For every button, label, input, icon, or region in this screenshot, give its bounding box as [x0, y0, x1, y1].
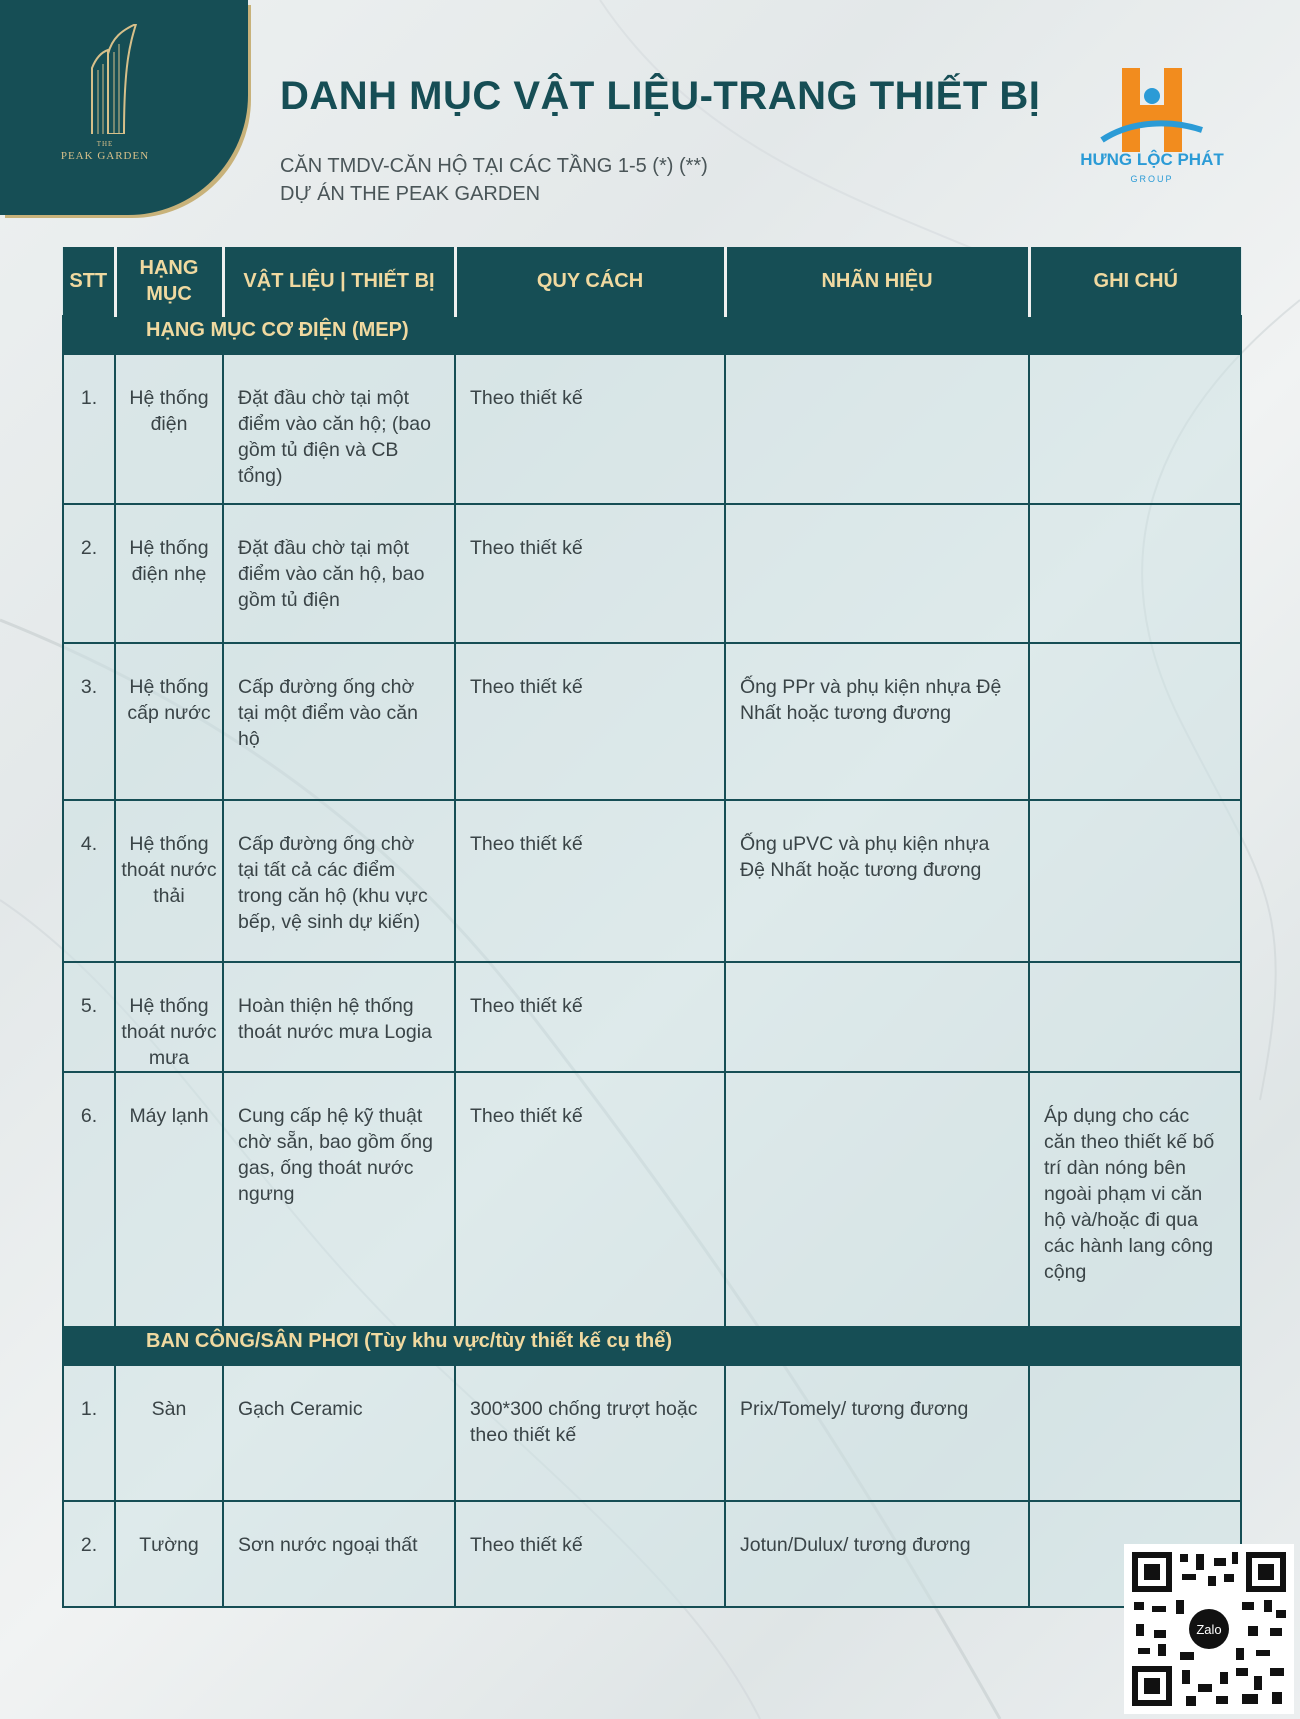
section-title: HẠNG MỤC CƠ ĐIỆN (MEP) [63, 316, 1241, 354]
cell-stt: 2. [63, 504, 115, 643]
cell-material: Hoàn thiện hệ thống thoát nước mưa Logia [223, 962, 455, 1072]
cell-note [1029, 643, 1241, 800]
brand-logo-small: THE [96, 140, 114, 148]
table-row [63, 800, 1241, 962]
cell-note [1029, 354, 1241, 504]
subtitle-line-1: CĂN TMDV-CĂN HỘ TẠI CÁC TẦNG 1-5 (*) (**) [280, 155, 708, 177]
cell-note: Áp dụng cho các căn theo thiết kế bố trí dàn nóng bên ngoài phạm vi căn hộ và/hoặc đi qua các hành lang công cộng [1029, 1072, 1241, 1327]
brand-logo-name: PEAK GARDEN [60, 150, 150, 162]
cell-category: Tường [115, 1501, 223, 1607]
brand-corner [0, 0, 248, 215]
cell-stt: 6. [63, 1072, 115, 1327]
column-header: GHI CHÚ [1029, 247, 1241, 316]
cell-material: Sơn nước ngoại thất [223, 1501, 455, 1607]
cell-stt: 1. [63, 354, 115, 504]
company-name: HƯNG LỘC PHÁT [1080, 150, 1224, 169]
column-header: STT [63, 247, 115, 316]
table-row [63, 1072, 1241, 1327]
cell-spec: Theo thiết kế [455, 800, 725, 962]
cell-note [1029, 962, 1241, 1072]
cell-category: Hệ thống điện [115, 354, 223, 504]
cell-spec: Theo thiết kế [455, 962, 725, 1072]
cell-note [1029, 800, 1241, 962]
column-header: HẠNG MỤC [115, 247, 223, 316]
materials-table [62, 247, 1242, 1608]
cell-brand: Ống PPr và phụ kiện nhựa Đệ Nhất hoặc tương đương [725, 643, 1029, 800]
cell-brand [725, 962, 1029, 1072]
cell-material: Đặt đầu chờ tại một điểm vào căn hộ; (bao gồm tủ điện và CB tổng) [223, 354, 455, 504]
column-header: NHÃN HIỆU [725, 247, 1029, 316]
cell-material: Cấp đường ống chờ tại một điểm vào căn hộ [223, 643, 455, 800]
table-row [63, 354, 1241, 504]
cell-brand [725, 354, 1029, 504]
cell-brand: Jotun/Dulux/ tương đương [725, 1501, 1029, 1607]
cell-brand: Prix/Tomely/ tương đương [725, 1365, 1029, 1501]
cell-spec: Theo thiết kế [455, 643, 725, 800]
table-row [63, 643, 1241, 800]
cell-material: Cung cấp hệ kỹ thuật chờ sẵn, bao gồm ống gas, ống thoát nước ngưng [223, 1072, 455, 1327]
section-title: BAN CÔNG/SÂN PHƠI (Tùy khu vực/tùy thiết kế cụ thể) [63, 1327, 1241, 1365]
cell-brand [725, 1072, 1029, 1327]
cell-stt: 3. [63, 643, 115, 800]
column-header: QUY CÁCH [455, 247, 725, 316]
page-title: DANH MỤC VẬT LIỆU-TRANG THIẾT BỊ [280, 74, 1041, 118]
cell-spec: Theo thiết kế [455, 1072, 725, 1327]
subtitle-line-2: DỰ ÁN THE PEAK GARDEN [280, 183, 541, 205]
cell-category: Hệ thống thoát nước thải [115, 800, 223, 962]
cell-stt: 1. [63, 1365, 115, 1501]
cell-stt: 2. [63, 1501, 115, 1607]
cell-note [1029, 1365, 1241, 1501]
hung-loc-phat-logo-icon [1062, 60, 1242, 190]
cell-material: Gạch Ceramic [223, 1365, 455, 1501]
table-row [63, 504, 1241, 643]
table-header-row [63, 247, 1241, 316]
cell-category: Hệ thống thoát nước mưa [115, 962, 223, 1072]
peak-garden-logo-icon [78, 24, 138, 134]
company-group: GROUP [1130, 174, 1174, 184]
brand-name [0, 138, 210, 162]
cell-stt: 5. [63, 962, 115, 1072]
table-row [63, 962, 1241, 1072]
cell-brand: Ống uPVC và phụ kiện nhựa Đệ Nhất hoặc tương đương [725, 800, 1029, 962]
section-row [63, 316, 1241, 354]
page-subtitle [280, 152, 708, 208]
cell-category: Máy lạnh [115, 1072, 223, 1327]
cell-spec: 300*300 chống trượt hoặc theo thiết kế [455, 1365, 725, 1501]
cell-spec: Theo thiết kế [455, 354, 725, 504]
zalo-label: Zalo [1196, 1622, 1222, 1637]
cell-category: Hệ thống điện nhẹ [115, 504, 223, 643]
cell-stt: 4. [63, 800, 115, 962]
table-row [63, 1365, 1241, 1501]
cell-category: Hệ thống cấp nước [115, 643, 223, 800]
cell-category: Sàn [115, 1365, 223, 1501]
cell-brand [725, 504, 1029, 643]
cell-note [1029, 504, 1241, 643]
table-row [63, 1501, 1241, 1607]
cell-material: Cấp đường ống chờ tại tất cả các điểm trong căn hộ (khu vực bếp, vệ sinh dự kiến) [223, 800, 455, 962]
cell-spec: Theo thiết kế [455, 504, 725, 643]
cell-material: Đặt đầu chờ tại một điểm vào căn hộ, bao gồm tủ điện [223, 504, 455, 643]
column-header: VẬT LIỆU | THIẾT BỊ [223, 247, 455, 316]
section-row [63, 1327, 1241, 1365]
cell-spec: Theo thiết kế [455, 1501, 725, 1607]
zalo-qr-code[interactable] [1124, 1544, 1294, 1714]
